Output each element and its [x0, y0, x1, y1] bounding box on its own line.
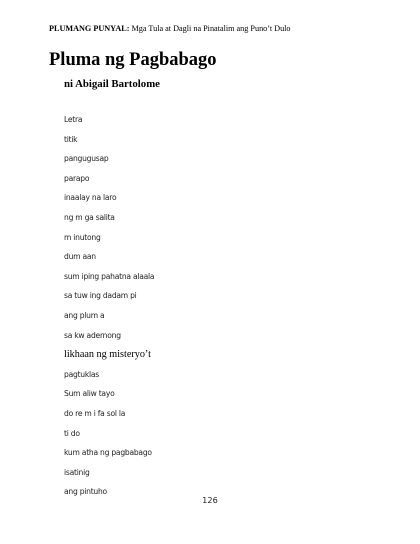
running-header-subtitle: Mga Tula at Dagli na Pinatalim ang Puno’t Dulo [131, 24, 291, 33]
poem-line: do re m i fa sol la [64, 408, 126, 418]
poem-line: sum iping pahatna alaala [64, 271, 155, 281]
poem-line: likhaan ng misteryo’t [64, 349, 151, 361]
poem-line: kum atha ng pagbabago [64, 448, 152, 458]
poem-line: Letra [64, 115, 83, 124]
poem-line: ang plum a [64, 310, 105, 320]
poem-line: m inutong [64, 232, 101, 242]
poem-line: sa tuw ing dadam pi [64, 291, 137, 301]
poem-title: Pluma ng Pagbabago [49, 50, 217, 70]
poem-line: ang pintuho [64, 487, 107, 497]
poem-line: isatinig [64, 467, 90, 477]
poem-line: pangugusap [64, 154, 109, 164]
poem-line: ng m ga salita [64, 212, 115, 222]
poem-line: dum aan [64, 252, 96, 262]
poem-body [64, 114, 154, 506]
poem-line: Sum aliw tayo [64, 389, 115, 399]
poem-author: ni Abigail Bartolome [64, 78, 160, 90]
page-number: 126 [202, 495, 218, 505]
poem-line: sa kw adernong [64, 330, 121, 340]
poem-line: ti do [64, 428, 80, 438]
running-header-book-title: PLUMANG PUNYAL: [49, 24, 130, 33]
poem-line: titik [64, 134, 78, 144]
poem-line: pagtuklas [64, 369, 99, 379]
poem-line: parapo [64, 173, 90, 183]
poem-line: inaalay na laro [64, 193, 117, 203]
running-header [49, 24, 291, 33]
